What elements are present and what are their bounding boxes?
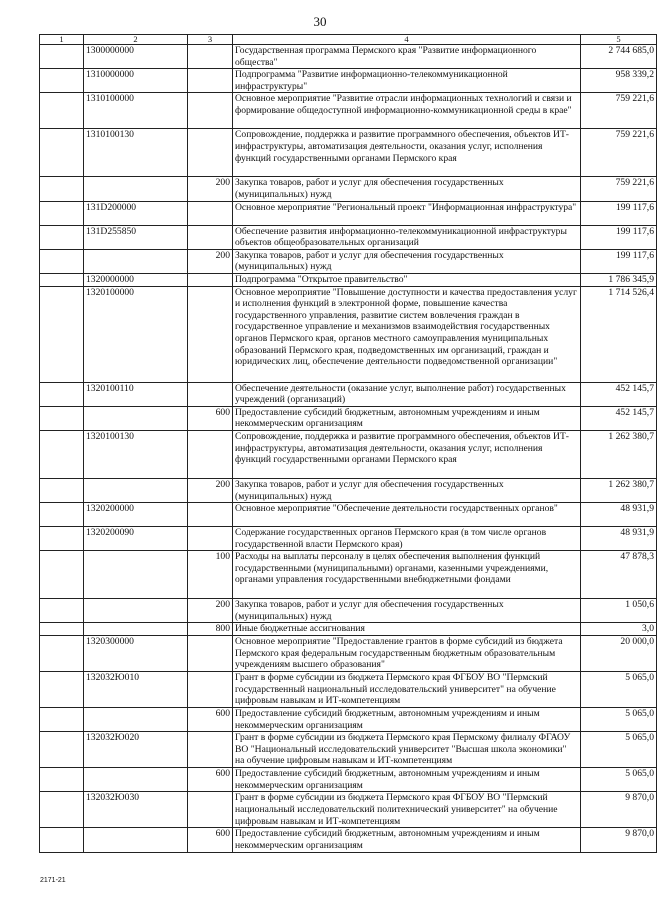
column-1-cell: [40, 177, 84, 201]
table-row: [40, 93, 657, 129]
column-header-1: 1: [40, 35, 84, 45]
item-name-cell: Предоставление субсидий бюджетным, автономным учреждениям и иным некоммерческим организациям: [233, 708, 581, 732]
amount-cell: 2 744 685,0: [581, 45, 657, 69]
table-row: [40, 382, 657, 406]
amount-cell: 958 339,2: [581, 69, 657, 93]
table-row: [40, 177, 657, 201]
column-1-cell: [40, 708, 84, 732]
table-header: [40, 35, 657, 45]
column-header-3: 3: [188, 35, 233, 45]
expense-type-cell: [188, 732, 233, 768]
column-1-cell: [40, 527, 84, 551]
table-row: [40, 129, 657, 177]
target-code-cell: [84, 768, 188, 792]
table-row: [40, 732, 657, 768]
expense-type-cell: [188, 792, 233, 828]
column-1-cell: [40, 623, 84, 636]
column-1-cell: [40, 129, 84, 177]
target-code-cell: 131D255850: [84, 225, 188, 249]
column-1-cell: [40, 286, 84, 382]
item-name-cell: Предоставление субсидий бюджетным, автономным учреждениям и иным некоммерческим организациям: [233, 768, 581, 792]
amount-cell: 199 117,6: [581, 225, 657, 249]
target-code-cell: 1320100110: [84, 382, 188, 406]
table-row: [40, 45, 657, 69]
target-code-cell: 132032Ю020: [84, 732, 188, 768]
target-code-cell: [84, 828, 188, 852]
target-code-cell: 1320000000: [84, 273, 188, 286]
item-name-cell: Основное мероприятие "Предоставление грантов в форме субсидий из бюджета Пермского края федеральным государственным бюджетным образовательным учреждениям высшего образования": [233, 636, 581, 672]
amount-cell: 48 931,9: [581, 527, 657, 551]
table-row: [40, 249, 657, 273]
table-row: [40, 599, 657, 623]
item-name-cell: Расходы на выплаты персоналу в целях обеспечения выполнения функций государственными (муниципальными) органами, казенными учреждениями, органами управления государственными внебюджетными фондами: [233, 551, 581, 599]
expense-type-cell: [188, 129, 233, 177]
target-code-cell: 1320300000: [84, 636, 188, 672]
table-row: [40, 225, 657, 249]
expense-type-cell: 200: [188, 249, 233, 273]
item-name-cell: Закупка товаров, работ и услуг для обеспечения государственных (муниципальных) нужд: [233, 599, 581, 623]
table-row: [40, 768, 657, 792]
target-code-cell: 1310100000: [84, 93, 188, 129]
item-name-cell: Основное мероприятие "Повышение доступности и качества предоставления услуг и исполнения функций в электронной форме, повышение качества государственного управления, развитие систем вовлечения граждан в государственное управление и механизмов взаимодействия государственных органов Пермского края, органов местного самоуправления муниципальных образований Пермского края, подведомственных им организаций, граждан и юридических лиц, обеспечение деятельности подведомственной организации": [233, 286, 581, 382]
item-name-cell: Сопровождение, поддержка и развитие программного обеспечения, объектов ИТ-инфраструктуры, автоматизация деятельности, оказания услуг, исполнения функций государственными органами Пермского края: [233, 430, 581, 478]
item-name-cell: Иные бюджетные ассигнования: [233, 623, 581, 636]
target-code-cell: 1320100130: [84, 430, 188, 478]
table-row: [40, 406, 657, 430]
item-name-cell: Грант в форме субсидии из бюджета Пермского края ФГБОУ ВО "Пермский государственный национальный исследовательский университет" на обучение цифровым навыкам и ИТ-компетенциям: [233, 672, 581, 708]
column-1-cell: [40, 672, 84, 708]
column-1-cell: [40, 636, 84, 672]
table-row: [40, 636, 657, 672]
expense-type-cell: 200: [188, 478, 233, 502]
column-1-cell: [40, 430, 84, 478]
target-code-cell: 1310100130: [84, 129, 188, 177]
target-code-cell: 132032Ю030: [84, 792, 188, 828]
amount-cell: 452 145,7: [581, 382, 657, 406]
expense-type-cell: [188, 201, 233, 225]
amount-cell: 199 117,6: [581, 249, 657, 273]
table-body: [40, 45, 657, 853]
expense-type-cell: 100: [188, 551, 233, 599]
column-1-cell: [40, 478, 84, 502]
expense-type-cell: [188, 672, 233, 708]
expense-type-cell: [188, 69, 233, 93]
amount-cell: 5 065,0: [581, 732, 657, 768]
budget-table: [39, 34, 657, 853]
column-1-cell: [40, 45, 84, 69]
column-1-cell: [40, 69, 84, 93]
amount-cell: 5 065,0: [581, 768, 657, 792]
amount-cell: 759 221,6: [581, 177, 657, 201]
column-1-cell: [40, 503, 84, 527]
column-1-cell: [40, 201, 84, 225]
amount-cell: 759 221,6: [581, 129, 657, 177]
page-number: 30: [313, 14, 327, 29]
table-row: [40, 623, 657, 636]
amount-cell: 5 065,0: [581, 672, 657, 708]
document-code: 2171-21: [40, 877, 66, 884]
target-code-cell: 131D200000: [84, 201, 188, 225]
target-code-cell: [84, 708, 188, 732]
expense-type-cell: 200: [188, 177, 233, 201]
expense-type-cell: [188, 430, 233, 478]
expense-type-cell: [188, 225, 233, 249]
table-row: [40, 527, 657, 551]
header-row: [40, 35, 657, 45]
item-name-cell: Предоставление субсидий бюджетным, автономным учреждениям и иным некоммерческим организациям: [233, 406, 581, 430]
target-code-cell: 132032Ю010: [84, 672, 188, 708]
expense-type-cell: [188, 45, 233, 69]
amount-cell: 1 262 380,7: [581, 478, 657, 502]
table-row: [40, 273, 657, 286]
target-code-cell: 1310000000: [84, 69, 188, 93]
target-code-cell: 1320200090: [84, 527, 188, 551]
expense-type-cell: [188, 527, 233, 551]
expense-type-cell: [188, 382, 233, 406]
table-row: [40, 551, 657, 599]
amount-cell: 1 050,6: [581, 599, 657, 623]
amount-cell: 1 714 526,4: [581, 286, 657, 382]
amount-cell: 9 870,0: [581, 792, 657, 828]
item-name-cell: Подпрограмма "Открытое правительство": [233, 273, 581, 286]
target-code-cell: [84, 599, 188, 623]
amount-cell: 9 870,0: [581, 828, 657, 852]
target-code-cell: [84, 623, 188, 636]
column-1-cell: [40, 249, 84, 273]
item-name-cell: Предоставление субсидий бюджетным, автономным учреждениям и иным некоммерческим организациям: [233, 828, 581, 852]
item-name-cell: Государственная программа Пермского края "Развитие информационного общества": [233, 45, 581, 69]
expense-type-cell: [188, 636, 233, 672]
column-1-cell: [40, 406, 84, 430]
table-row: [40, 792, 657, 828]
column-1-cell: [40, 93, 84, 129]
column-1-cell: [40, 828, 84, 852]
column-1-cell: [40, 768, 84, 792]
amount-cell: 1 262 380,7: [581, 430, 657, 478]
item-name-cell: Обеспечение развития информационно-телекоммуникационной инфраструктуры объектов общеобразовательных организаций: [233, 225, 581, 249]
item-name-cell: Основное мероприятие "Региональный проект "Информационная инфраструктура": [233, 201, 581, 225]
column-1-cell: [40, 273, 84, 286]
item-name-cell: Основное мероприятие "Обеспечение деятельности государственных органов": [233, 503, 581, 527]
target-code-cell: 1320100000: [84, 286, 188, 382]
table-row: [40, 286, 657, 382]
item-name-cell: Обеспечение деятельности (оказание услуг, выполнение работ) государственных учреждений (организаций): [233, 382, 581, 406]
table-row: [40, 478, 657, 502]
column-1-cell: [40, 382, 84, 406]
expense-type-cell: [188, 93, 233, 129]
table-row: [40, 201, 657, 225]
expense-type-cell: 600: [188, 406, 233, 430]
column-header-2: 2: [84, 35, 188, 45]
target-code-cell: [84, 249, 188, 273]
table-row: [40, 828, 657, 852]
item-name-cell: Основное мероприятие "Развитие отрасли информационных технологий и связи и формирование общедоступной информационно-коммуникационной среды в крае": [233, 93, 581, 129]
item-name-cell: Закупка товаров, работ и услуг для обеспечения государственных (муниципальных) нужд: [233, 177, 581, 201]
expense-type-cell: [188, 503, 233, 527]
table-row: [40, 69, 657, 93]
amount-cell: 199 117,6: [581, 201, 657, 225]
item-name-cell: Грант в форме субсидии из бюджета Пермского края ФГБОУ ВО "Пермский национальный исследовательский политехнический университет" на обучение цифровым навыкам и ИТ-компетенциям: [233, 792, 581, 828]
item-name-cell: Закупка товаров, работ и услуг для обеспечения государственных (муниципальных) нужд: [233, 478, 581, 502]
amount-cell: 1 786 345,9: [581, 273, 657, 286]
expense-type-cell: 600: [188, 708, 233, 732]
table-row: [40, 672, 657, 708]
column-1-cell: [40, 732, 84, 768]
target-code-cell: [84, 406, 188, 430]
item-name-cell: Грант в форме субсидии из бюджета Пермского края Пермскому филиалу ФГАОУ ВО "Национальный исследовательский университет "Высшая школа экономики" на обучение цифровым навыкам и ИТ-компетенциям: [233, 732, 581, 768]
target-code-cell: 1300000000: [84, 45, 188, 69]
amount-cell: 452 145,7: [581, 406, 657, 430]
column-header-5: 5: [581, 35, 657, 45]
column-1-cell: [40, 792, 84, 828]
column-header-4: 4: [233, 35, 581, 45]
amount-cell: 47 878,3: [581, 551, 657, 599]
expense-type-cell: 800: [188, 623, 233, 636]
column-1-cell: [40, 225, 84, 249]
column-1-cell: [40, 551, 84, 599]
item-name-cell: Сопровождение, поддержка и развитие программного обеспечения, объектов ИТ-инфраструктуры, автоматизация деятельности, оказания услуг, исполнения функций государственными органами Пермского края: [233, 129, 581, 177]
amount-cell: 48 931,9: [581, 503, 657, 527]
item-name-cell: Закупка товаров, работ и услуг для обеспечения государственных (муниципальных) нужд: [233, 249, 581, 273]
target-code-cell: 1320200000: [84, 503, 188, 527]
target-code-cell: [84, 478, 188, 502]
target-code-cell: [84, 551, 188, 599]
amount-cell: 759 221,6: [581, 93, 657, 129]
table-row: [40, 430, 657, 478]
amount-cell: 5 065,0: [581, 708, 657, 732]
column-1-cell: [40, 599, 84, 623]
target-code-cell: [84, 177, 188, 201]
expense-type-cell: [188, 273, 233, 286]
table-row: [40, 503, 657, 527]
expense-type-cell: 600: [188, 768, 233, 792]
table-row: [40, 708, 657, 732]
amount-cell: 20 000,0: [581, 636, 657, 672]
item-name-cell: Подпрограмма "Развитие информационно-телекоммуникационной инфраструктуры": [233, 69, 581, 93]
item-name-cell: Содержание государственных органов Пермского края (в том числе органов государственной власти Пермского края): [233, 527, 581, 551]
amount-cell: 3,0: [581, 623, 657, 636]
expense-type-cell: [188, 286, 233, 382]
expense-type-cell: 200: [188, 599, 233, 623]
expense-type-cell: 600: [188, 828, 233, 852]
